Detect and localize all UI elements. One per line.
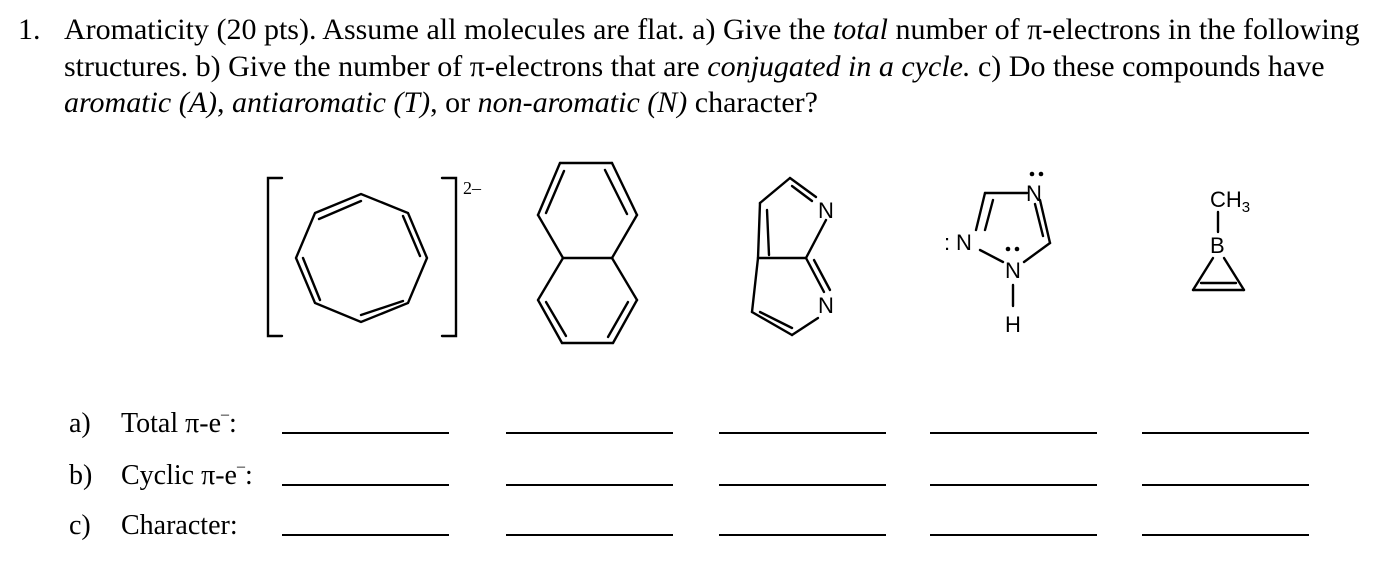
answer-row-cyclic — [0, 460, 1390, 500]
dihydronaphthalene — [538, 163, 637, 343]
nitrogen-label-left: N — [956, 230, 972, 255]
answer-blank[interactable] — [1142, 484, 1309, 486]
answer-blank[interactable] — [506, 484, 673, 486]
answer-blank[interactable] — [930, 534, 1097, 536]
answer-blank[interactable] — [719, 432, 886, 434]
charge-label: 2– — [463, 178, 481, 198]
lone-pair-colon: : — [944, 230, 951, 255]
right-bracket — [442, 178, 456, 336]
row-letter: b) — [69, 460, 93, 491]
double-bond-top-right — [605, 170, 627, 214]
lone-pair-dot — [1030, 172, 1035, 177]
hydrogen-label: H — [1005, 312, 1021, 337]
answer-blank[interactable] — [930, 484, 1097, 486]
double-bond-c-n — [985, 200, 993, 230]
row-label: Character: — [121, 510, 238, 541]
answer-blank[interactable] — [282, 484, 449, 486]
structures-panel — [0, 150, 1390, 350]
row-label: Cyclic π-e–: — [121, 458, 253, 491]
nitrogen-label-top: N — [1026, 181, 1042, 206]
boron-label: B — [1210, 233, 1225, 258]
answer-row-total — [0, 408, 1390, 448]
answer-blank[interactable] — [282, 432, 449, 434]
cyclooctatetraene-dianion — [268, 178, 456, 336]
triazole — [976, 193, 1050, 306]
nitrogen-label-upper: N — [818, 198, 834, 223]
answer-row-character — [0, 510, 1390, 550]
answer-blank[interactable] — [1142, 534, 1309, 536]
nitrogen-label-bottom: N — [1005, 258, 1021, 283]
question-number: 1. — [18, 13, 41, 46]
double-bond-right — [814, 260, 830, 290]
answer-blank[interactable] — [506, 432, 673, 434]
answer-blank[interactable] — [282, 534, 449, 536]
lone-pair-dot — [1039, 172, 1044, 177]
methyl-label: $CH_3$ — [1210, 187, 1251, 216]
octagon-ring — [296, 194, 427, 322]
row-letter: a) — [69, 408, 91, 439]
structures-svg — [0, 150, 1390, 350]
answer-blank[interactable] — [719, 484, 886, 486]
answer-blank[interactable] — [930, 432, 1097, 434]
row-label: Total π-e–: — [121, 406, 237, 439]
double-bond-left-upper — [767, 210, 769, 255]
lone-pair-dot — [1006, 247, 1011, 252]
left-bracket — [268, 178, 282, 336]
question-text: Aromaticity (20 pts). Assume all molecules are flat. a) Give the total number of π-electrons in the following structures. b) Give the number of π-electrons that are conjugated in a cycle. c) Do these compounds have aromatic (A), antiaromatic (T), or non-aromatic (N) character? — [64, 13, 1360, 119]
answer-blank[interactable] — [719, 534, 886, 536]
answer-blank[interactable] — [1142, 432, 1309, 434]
lone-pair-dot — [1015, 247, 1020, 252]
nitrogen-label-lower: N — [818, 293, 834, 318]
answer-blank[interactable] — [506, 534, 673, 536]
row-letter: c) — [69, 510, 91, 541]
